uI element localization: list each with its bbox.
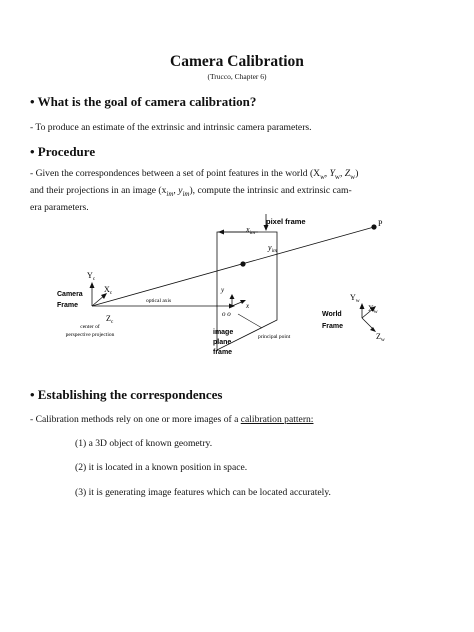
- world-z-label: $Z_w$: [376, 332, 385, 343]
- world-point-p: [371, 224, 376, 229]
- procedure-line-3: era parameters.: [30, 201, 89, 213]
- world-y-label: $Y_w$: [350, 293, 360, 304]
- list-item: (3) it is generating image features which can be located accurately.: [75, 487, 331, 498]
- x-im-label: $x_{im}$: [246, 225, 256, 236]
- procedure-line-2: and their projections in an image (x: [30, 184, 167, 196]
- procedure-heading: • Procedure: [30, 144, 96, 159]
- image-point: [240, 261, 245, 266]
- p-label: P: [378, 219, 383, 228]
- world-frame-label-1: World: [322, 311, 342, 318]
- list-item: (1) a 3D object of known geometry.: [75, 438, 213, 449]
- image-plane-label-1: image: [213, 329, 234, 336]
- procedure-line-1: - Given the correspondences between a set of point features in the world (X: [30, 168, 321, 179]
- pixel-x-arrow: [218, 230, 224, 235]
- principal-point-leader: [238, 314, 262, 328]
- page-title: Camera Calibration: [170, 53, 304, 70]
- image-y-arrow: [230, 294, 235, 299]
- camera-z-label: $Z_c$: [106, 314, 114, 325]
- camera-x-label: $X_c$: [104, 285, 113, 296]
- optical-axis-label: optical axis: [146, 298, 172, 304]
- list-item: (2) it is located in a known position in space.: [75, 462, 248, 473]
- world-y-arrow: [360, 303, 365, 309]
- y-im-label: $y_{im}$: [268, 243, 278, 254]
- correspondences-intro: - Calibration methods rely on one or more images of a calibration pattern:: [30, 414, 314, 425]
- image-y-label: y: [221, 286, 225, 294]
- camera-y-label: $Y_c$: [87, 271, 96, 282]
- image-plane-label-3: frame: [213, 349, 233, 356]
- goal-text: - To produce an estimate of the extrinsic and intrinsic camera parameters.: [30, 122, 312, 133]
- principal-point-coords: o o: [222, 310, 231, 318]
- calibration-pattern-term: calibration pattern:: [240, 414, 314, 425]
- projection-ray: [92, 227, 374, 306]
- center-label-2: perspective projection: [65, 332, 115, 338]
- camera-frame-label-1: Camera: [57, 291, 83, 298]
- camera-y-arrow: [90, 282, 95, 288]
- principal-point-label: principal point: [258, 334, 291, 340]
- center-label-1: center of: [80, 324, 100, 330]
- camera-frame-label-2: Frame: [57, 302, 79, 309]
- correspondences-heading: • Establishing the correspondences: [30, 387, 223, 402]
- goal-heading: • What is the goal of camera calibration?: [30, 94, 257, 109]
- world-x-label: $X_w$: [368, 304, 378, 315]
- camera-frames-diagram: [0, 210, 474, 370]
- world-frame-label-2: Frame: [322, 323, 344, 330]
- image-plane-label-2: plane: [213, 339, 232, 346]
- pixel-frame-label: pixel frame: [266, 217, 306, 226]
- image-x-label: x: [246, 302, 250, 310]
- page-subtitle: (Trucco, Chapter 6): [207, 72, 267, 81]
- procedure-text: - Given the correspondences between a set of point features in the world ($X_w$, $Y_w$, $Z_w$) and their projections in an image ($x_{im}$, $y_{im}$), compute the intrinsic and extrinsic cam- era parameters.: [30, 167, 445, 215]
